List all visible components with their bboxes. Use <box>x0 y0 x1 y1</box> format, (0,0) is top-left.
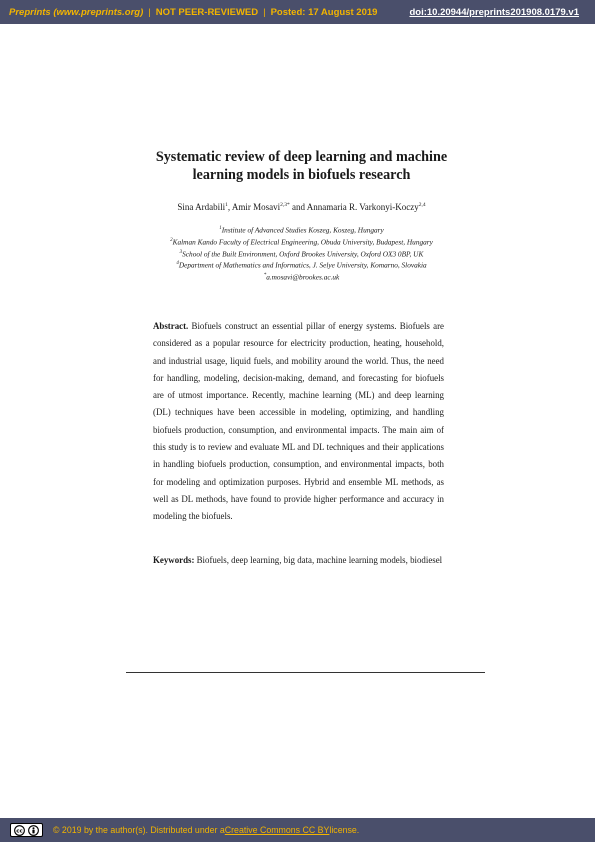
header-separator: | <box>263 6 266 18</box>
header-separator: | <box>148 6 151 18</box>
affiliation-item <box>80 224 523 236</box>
affiliation-text: Institute of Advanced Studies Koszeg, Koszeg, Hungary <box>221 225 384 235</box>
author-list <box>80 199 523 213</box>
keywords <box>153 552 444 569</box>
posted-date: Posted: 17 August 2019 <box>270 6 378 18</box>
cc-icon <box>14 825 25 836</box>
attribution-icon <box>28 825 39 836</box>
author-name: Amir Mosavi <box>231 202 281 212</box>
corresponding-email <box>80 271 523 283</box>
copyright-text: © 2019 by the author(s). Distributed under a <box>53 825 225 835</box>
author-affiliation-mark: 2,4 <box>418 202 426 208</box>
affiliation-mark: 4 <box>176 261 179 267</box>
license-suffix: license. <box>329 825 360 835</box>
affiliation-text: Kalman Kando Faculty of Electrical Engineering, Obuda University, Budapest, Hungary <box>172 237 433 247</box>
paper-title: Systematic review of deep learning and machine learning models in biofuels research <box>155 149 448 183</box>
author-name: Annamaria R. Varkonyi-Koczy <box>306 202 419 212</box>
author-affiliation-mark: 2,3* <box>280 202 290 208</box>
affiliation-mark: * <box>263 273 267 279</box>
preprints-brand-link[interactable]: Preprints (www.preprints.org) <box>9 6 144 18</box>
author-separator: and <box>289 202 307 212</box>
abstract-text: Biofuels construct an essential pillar of energy systems. Biofuels are considered as a popular resource for electricity production, heating, household, and industrial usage, liquid fuels, and mobility around the world. Thus, the need for handling, modeling, decision-making, demand, and forecasting for biofuels are of utmost importance. Recently, machine learning (ML) and deep learning (DL) techniques have been accessible in modeling, optimizing, and handling biofuels production, consumption, and environmental impacts. The main aim of this study is to review and evaluate ML and DL techniques and their applications in handling biofuels production, consumption, and environmental impacts, both for modeling and optimization purposes. Hybrid and ensemble ML methods, as well as DL methods, have found to provide higher performance and accuracy in modeling the biofuels. <box>153 321 444 522</box>
abstract-label: Abstract. <box>153 321 189 331</box>
affiliation-text: Department of Mathematics and Informatics, J. Selye University, Komarno, Slovakia <box>178 260 427 270</box>
keywords-label: Keywords: <box>153 555 195 565</box>
affiliation-mark: 2 <box>170 237 173 243</box>
keywords-text: Biofuels, deep learning, big data, machine learning models, biodiesel <box>194 555 443 565</box>
affiliation-item <box>80 259 523 271</box>
author-affiliation-mark: 1 <box>225 202 228 208</box>
doi-link[interactable]: doi:10.20944/preprints201908.0179.v1 <box>409 6 579 18</box>
affiliation-mark: 3 <box>179 249 183 255</box>
review-status: NOT PEER-REVIEWED <box>155 6 259 18</box>
svg-text:cc: cc <box>16 828 23 835</box>
abstract <box>153 318 444 526</box>
affiliation-item <box>80 248 523 260</box>
affiliation-item <box>80 236 523 248</box>
email-text[interactable]: a.mosavi@brookes.ac.uk <box>266 272 340 282</box>
author-separator: , <box>227 202 232 212</box>
preprint-header-bar <box>0 0 595 24</box>
header-info <box>9 7 377 18</box>
license-footer-bar <box>0 818 595 842</box>
affiliation-mark: 1 <box>219 226 222 231</box>
creative-commons-link[interactable]: Creative Commons CC BY <box>224 825 330 835</box>
footnote-divider <box>126 672 485 673</box>
cc-by-icon[interactable] <box>10 823 43 837</box>
affiliation-list <box>80 224 523 283</box>
author-name: Sina Ardabili <box>177 202 226 212</box>
affiliation-text: School of the Built Environment, Oxford Brookes University, Oxford OX3 0BP, UK <box>182 249 424 259</box>
